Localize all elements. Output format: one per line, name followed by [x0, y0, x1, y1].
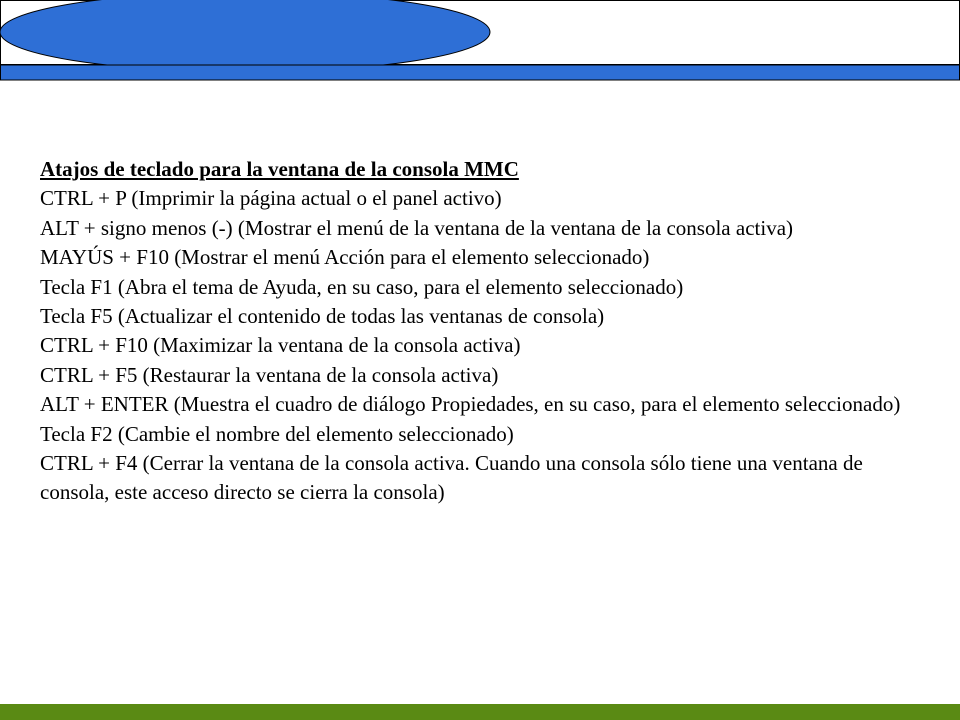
- shortcut-list: [40, 155, 930, 508]
- shortcut-line: CTRL + F4 (Cerrar la ventana de la consola activa. Cuando una consola sólo tiene una ventana de consola, este acceso directo se cierra la consola): [40, 451, 863, 505]
- shortcut-line: Tecla F1 (Abra el tema de Ayuda, en su caso, para el elemento seleccionado): [40, 274, 684, 299]
- header-decoration: [0, 0, 960, 82]
- shortcut-line: ALT + signo menos (-) (Mostrar el menú de la ventana de la ventana de la consola activa): [40, 215, 794, 240]
- shortcut-line: CTRL + F10 (Maximizar la ventana de la consola activa): [40, 333, 521, 358]
- header-ellipse: [0, 0, 490, 72]
- shortcut-line: MAYÚS + F10 (Mostrar el menú Acción para el elemento seleccionado): [40, 245, 650, 270]
- footer-bar: [0, 704, 960, 720]
- shortcut-line: Tecla F2 (Cambie el nombre del elemento seleccionado): [40, 421, 514, 446]
- header-bar: [1, 65, 960, 80]
- shortcut-line: CTRL + F5 (Restaurar la ventana de la consola activa): [40, 362, 499, 387]
- shortcut-line: CTRL + P (Imprimir la página actual o el panel activo): [40, 186, 502, 211]
- shortcut-line: Tecla F5 (Actualizar el contenido de todas las ventanas de consola): [40, 304, 605, 329]
- slide-title: Atajos de teclado para la ventana de la consola MMC: [40, 157, 519, 181]
- shortcut-line: ALT + ENTER (Muestra el cuadro de diálogo Propiedades, en su caso, para el elemento seleccionado): [40, 392, 901, 417]
